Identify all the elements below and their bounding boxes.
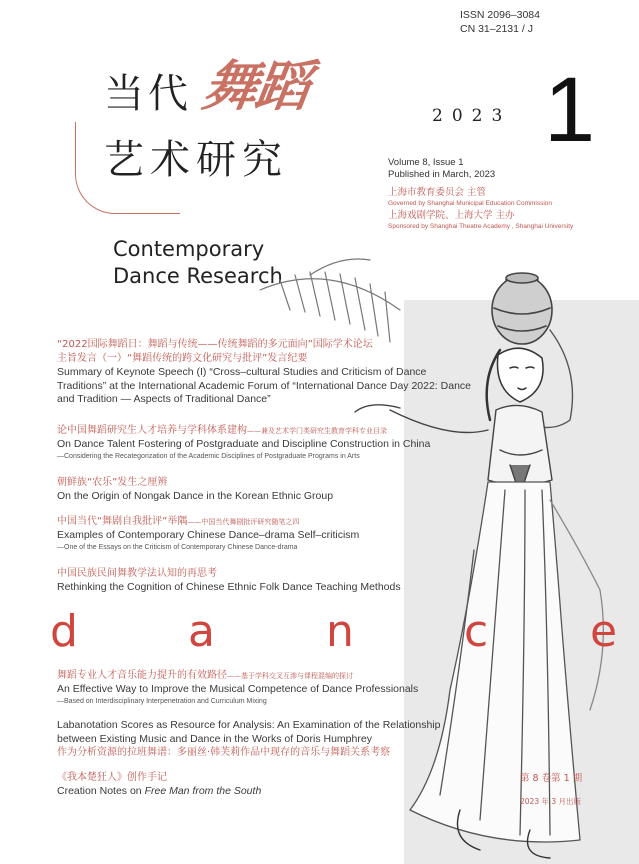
title-en-line2: Dance Research (113, 264, 283, 288)
article-6-cn (57, 669, 477, 683)
dance-letter-n: n (326, 606, 354, 657)
sponsored-en: Sponsored by Shanghai Theatre Academy , Shanghai University (388, 223, 574, 230)
article-1 (57, 338, 477, 407)
article-7-en1: Labanotation Scores as Resource for Analysis: An Examination of the Relationship (57, 719, 441, 731)
title-en-line1: Contemporary (113, 237, 265, 261)
water-pot-icon (492, 273, 552, 344)
article-4-en-sub: —One of the Essays on the Criticism of Contemporary Chinese Dance-drama (57, 543, 298, 551)
published-line: Published in March, 2023 (388, 169, 496, 180)
title-calligraphy: 舞蹈 (199, 54, 313, 118)
title-cn-line2: 艺术研究 (104, 137, 288, 183)
footer-date: 2023 年 3 月出版 (520, 797, 582, 806)
article-1-en3: and Tradition — Aspects of Traditional Dance” (57, 393, 271, 405)
article-1-cn2: 主旨发言（一）“舞蹈传统的跨文化研究与批评”发言纪要 (57, 353, 308, 364)
article-5-en: Rethinking the Cognition of Chinese Ethnic Folk Dance Teaching Methods (57, 581, 401, 593)
article-3 (57, 476, 477, 504)
article-3-cn: 朝鲜族“农乐”发生之厘辨 (57, 477, 168, 488)
article-1-en1: Summary of Keynote Speech (I) “Cross–cultural Studies and Criticism of Dance (57, 366, 427, 378)
article-2-cn-main: 论中国舞蹈研究生人才培养与学科体系建构 (57, 425, 247, 436)
sponsored-cn: 上海戏剧学院、上海大学 主办 (388, 210, 515, 221)
article-5-cn: 中国民族民间舞教学法认知的再思考 (57, 568, 217, 579)
article-6-en1: An Effective Way to Improve the Musical Competence of Dance Professionals (57, 683, 419, 695)
article-4 (57, 515, 477, 553)
article-6-cn-sub: ——基于学科交叉互渗与课程混编的探讨 (227, 672, 353, 680)
title-cn-line1: 当代 (104, 71, 192, 117)
article-8 (57, 771, 477, 799)
issn-block (460, 8, 540, 36)
dance-letter-d: d (50, 606, 78, 657)
article-8-en (57, 785, 477, 799)
volume-info (388, 157, 495, 181)
palm-frond-icon (260, 259, 400, 342)
article-8-cn: 《我本楚狂人》创作手记 (57, 772, 167, 783)
dance-letter-e: e (590, 606, 618, 657)
issn-number: ISSN 2096–3084 (460, 9, 540, 21)
article-7 (57, 719, 477, 760)
article-7-en2: between Existing Music and Dance in the Works of Doris Humphrey (57, 732, 372, 745)
article-4-cn-main: 中国当代“舞剧自我批评”举隅 (57, 516, 188, 527)
cn-number: CN 31–2131 / J (460, 23, 533, 35)
article-2 (57, 424, 477, 462)
dance-letter-c: c (464, 606, 489, 657)
article-2-cn (57, 424, 477, 438)
volume-line: Volume 8, Issue 1 (388, 157, 464, 168)
article-3-en: On the Origin of Nongak Dance in the Korean Ethnic Group (57, 490, 334, 502)
governed-en: Governed by Shanghai Municipal Education Commission (388, 200, 553, 207)
publication-year: 2023 (432, 106, 512, 126)
article-1-en2: Traditions” at the International Academic Forum of “International Dance Day 2022: Dance (57, 379, 471, 392)
article-1-cn1: “2022国际舞蹈日：舞蹈与传统——传统舞蹈的多元面向”国际学术论坛 (57, 339, 373, 350)
article-6-cn-main: 舞蹈专业人才音乐能力提升的有效路径 (57, 670, 227, 681)
article-2-en1: On Dance Talent Fostering of Postgraduate and Discipline Construction in China (57, 438, 431, 450)
dance-letter-a: a (188, 606, 215, 657)
article-4-cn (57, 515, 477, 529)
article-2-cn-sub: ——兼及艺术学门类研究生教育学科专业目录 (247, 427, 387, 435)
sponsors-block (388, 186, 573, 232)
article-8-en-italic: Free Man from the South (144, 785, 262, 797)
article-6 (57, 669, 477, 707)
article-8-en-pre: Creation Notes on (57, 785, 145, 797)
issue-number: 1 (544, 59, 596, 161)
footer-issue: 第 8 卷第 1 期 (520, 773, 583, 784)
article-4-cn-sub: ——中国当代舞剧批评研究随笔之四 (187, 518, 300, 526)
article-6-en-sub: —Based on Interdisciplinary Interpenetration and Curriculum Mixing (57, 697, 267, 705)
article-7-cn: 作为分析资源的拉班舞谱：多丽丝·韩芙莉作品中现存的音乐与舞蹈关系考察 (57, 747, 391, 758)
governed-cn: 上海市教育委员会 主管 (388, 187, 487, 198)
article-4-en1: Examples of Contemporary Chinese Dance–drama Self–criticism (57, 529, 360, 541)
dance-word (50, 608, 630, 658)
article-5 (57, 567, 477, 595)
article-2-en-sub: —Considering the Recategorization of the Academic Disciplines of Postgraduate Programs in Arts (57, 452, 360, 460)
